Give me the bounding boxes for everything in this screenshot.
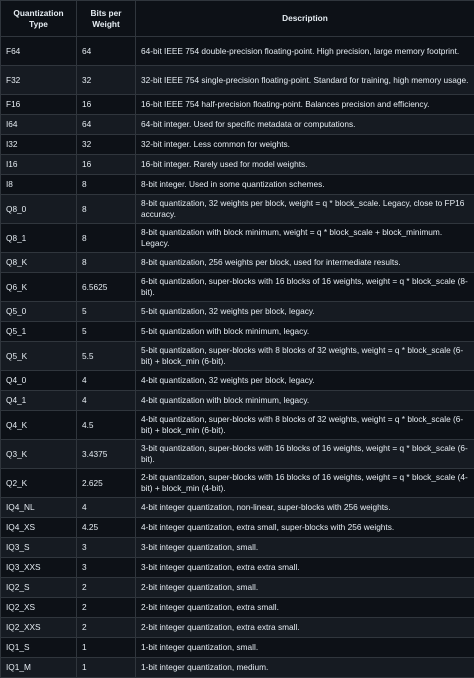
cell-description: 5-bit quantization, 32 weights per block, legacy. <box>136 302 474 322</box>
table-row <box>1 175 474 195</box>
cell-description: 4-bit quantization with block minimum, legacy. <box>136 391 474 411</box>
table-row <box>1 342 474 371</box>
cell-type: IQ3_XXS <box>1 558 77 578</box>
table-row <box>1 66 474 95</box>
cell-description: 2-bit integer quantization, small. <box>136 578 474 598</box>
cell-description: 8-bit quantization with block minimum, weight = q * block_scale + block_minimum. Legacy. <box>136 224 474 253</box>
table-row <box>1 469 474 498</box>
cell-type: Q5_0 <box>1 302 77 322</box>
cell-bits: 64 <box>77 37 136 66</box>
cell-type: Q8_K <box>1 253 77 273</box>
table-row <box>1 302 474 322</box>
cell-type: IQ2_XXS <box>1 618 77 638</box>
cell-description: 16-bit IEEE 754 half-precision floating-point. Balances precision and efficiency. <box>136 95 474 115</box>
table-row <box>1 273 474 302</box>
table-row <box>1 195 474 224</box>
cell-description: 5-bit quantization with block minimum, legacy. <box>136 322 474 342</box>
cell-type: Q4_0 <box>1 371 77 391</box>
cell-bits: 5 <box>77 302 136 322</box>
cell-description: 3-bit quantization, super-blocks with 16 blocks of 16 weights, weight = q * block_scale (6-bit). <box>136 440 474 469</box>
cell-type: IQ2_S <box>1 578 77 598</box>
cell-type: IQ4_XS <box>1 518 77 538</box>
cell-bits: 32 <box>77 66 136 95</box>
cell-type: IQ1_S <box>1 638 77 658</box>
cell-type: Q3_K <box>1 440 77 469</box>
cell-description: 4-bit quantization, 32 weights per block, legacy. <box>136 371 474 391</box>
header-row <box>1 1 474 37</box>
cell-type: Q4_1 <box>1 391 77 411</box>
header-description: Description <box>136 1 474 37</box>
table-row <box>1 411 474 440</box>
cell-type: Q2_K <box>1 469 77 498</box>
cell-bits: 6.5625 <box>77 273 136 302</box>
cell-type: F16 <box>1 95 77 115</box>
cell-type: Q5_K <box>1 342 77 371</box>
cell-bits: 3 <box>77 558 136 578</box>
cell-type: Q5_1 <box>1 322 77 342</box>
cell-bits: 4 <box>77 391 136 411</box>
cell-description: 4-bit integer quantization, extra small, super-blocks with 256 weights. <box>136 518 474 538</box>
table-row <box>1 391 474 411</box>
cell-description: 1-bit integer quantization, small. <box>136 638 474 658</box>
table-row <box>1 155 474 175</box>
cell-bits: 8 <box>77 195 136 224</box>
cell-description: 5-bit quantization, super-blocks with 8 blocks of 32 weights, weight = q * block_scale (6-bit) + block_min (6-bit). <box>136 342 474 371</box>
cell-bits: 1 <box>77 638 136 658</box>
cell-type: I64 <box>1 115 77 135</box>
cell-type: IQ3_S <box>1 538 77 558</box>
cell-type: F32 <box>1 66 77 95</box>
cell-bits: 3.4375 <box>77 440 136 469</box>
table-row <box>1 253 474 273</box>
table-row <box>1 440 474 469</box>
table-row <box>1 538 474 558</box>
cell-type: IQ2_XS <box>1 598 77 618</box>
cell-bits: 1 <box>77 658 136 678</box>
cell-bits: 8 <box>77 253 136 273</box>
cell-bits: 2 <box>77 578 136 598</box>
cell-description: 32-bit IEEE 754 single-precision floating-point. Standard for training, high memory usage. <box>136 66 474 95</box>
cell-type: I32 <box>1 135 77 155</box>
table-row <box>1 578 474 598</box>
cell-description: 64-bit IEEE 754 double-precision floating-point. High precision, large memory footprint. <box>136 37 474 66</box>
cell-bits: 16 <box>77 95 136 115</box>
cell-type: IQ4_NL <box>1 498 77 518</box>
cell-description: 4-bit quantization, super-blocks with 8 blocks of 32 weights, weight = q * block_scale (6-bit) + block_min (6-bit). <box>136 411 474 440</box>
cell-description: 64-bit integer. Used for specific metadata or computations. <box>136 115 474 135</box>
cell-type: I16 <box>1 155 77 175</box>
cell-bits: 64 <box>77 115 136 135</box>
cell-description: 6-bit quantization, super-blocks with 16 blocks of 16 weights, weight = q * block_scale (8-bit). <box>136 273 474 302</box>
cell-bits: 4 <box>77 371 136 391</box>
cell-description: 8-bit quantization, 256 weights per block, used for intermediate results. <box>136 253 474 273</box>
cell-description: 3-bit integer quantization, small. <box>136 538 474 558</box>
cell-description: 3-bit integer quantization, extra extra small. <box>136 558 474 578</box>
table-row <box>1 322 474 342</box>
cell-bits: 4.5 <box>77 411 136 440</box>
table-row <box>1 371 474 391</box>
cell-bits: 4 <box>77 498 136 518</box>
cell-type: F64 <box>1 37 77 66</box>
cell-bits: 8 <box>77 175 136 195</box>
cell-type: Q6_K <box>1 273 77 302</box>
cell-bits: 2 <box>77 598 136 618</box>
cell-bits: 5 <box>77 322 136 342</box>
cell-bits: 2 <box>77 618 136 638</box>
cell-description: 2-bit integer quantization, extra small. <box>136 598 474 618</box>
cell-type: Q8_0 <box>1 195 77 224</box>
cell-bits: 4.25 <box>77 518 136 538</box>
cell-description: 32-bit integer. Less common for weights. <box>136 135 474 155</box>
cell-description: 2-bit quantization, super-blocks with 16 blocks of 16 weights, weight = q * block_scale (4-bit) + block_min (4-bit). <box>136 469 474 498</box>
cell-bits: 16 <box>77 155 136 175</box>
header-quantization-type: Quantization Type <box>1 1 77 37</box>
table-row <box>1 115 474 135</box>
table-header <box>1 1 474 37</box>
cell-type: Q4_K <box>1 411 77 440</box>
cell-type: IQ1_M <box>1 658 77 678</box>
table-row <box>1 498 474 518</box>
cell-description: 1-bit integer quantization, medium. <box>136 658 474 678</box>
table-row <box>1 638 474 658</box>
cell-bits: 5.5 <box>77 342 136 371</box>
cell-description: 2-bit integer quantization, extra extra small. <box>136 618 474 638</box>
cell-bits: 3 <box>77 538 136 558</box>
cell-description: 8-bit quantization, 32 weights per block, weight = q * block_scale. Legacy, close to FP16 accuracy. <box>136 195 474 224</box>
table-row <box>1 598 474 618</box>
table-body <box>1 37 474 678</box>
cell-description: 16-bit integer. Rarely used for model weights. <box>136 155 474 175</box>
cell-bits: 2.625 <box>77 469 136 498</box>
cell-type: Q8_1 <box>1 224 77 253</box>
cell-bits: 8 <box>77 224 136 253</box>
table-row <box>1 37 474 66</box>
table-row <box>1 518 474 538</box>
table-row <box>1 135 474 155</box>
table-row <box>1 224 474 253</box>
header-bits-per-weight: Bits per Weight <box>77 1 136 37</box>
table-row <box>1 618 474 638</box>
table-row <box>1 95 474 115</box>
cell-type: I8 <box>1 175 77 195</box>
cell-description: 4-bit integer quantization, non-linear, super-blocks with 256 weights. <box>136 498 474 518</box>
cell-bits: 32 <box>77 135 136 155</box>
cell-description: 8-bit integer. Used in some quantization schemes. <box>136 175 474 195</box>
table-row <box>1 558 474 578</box>
